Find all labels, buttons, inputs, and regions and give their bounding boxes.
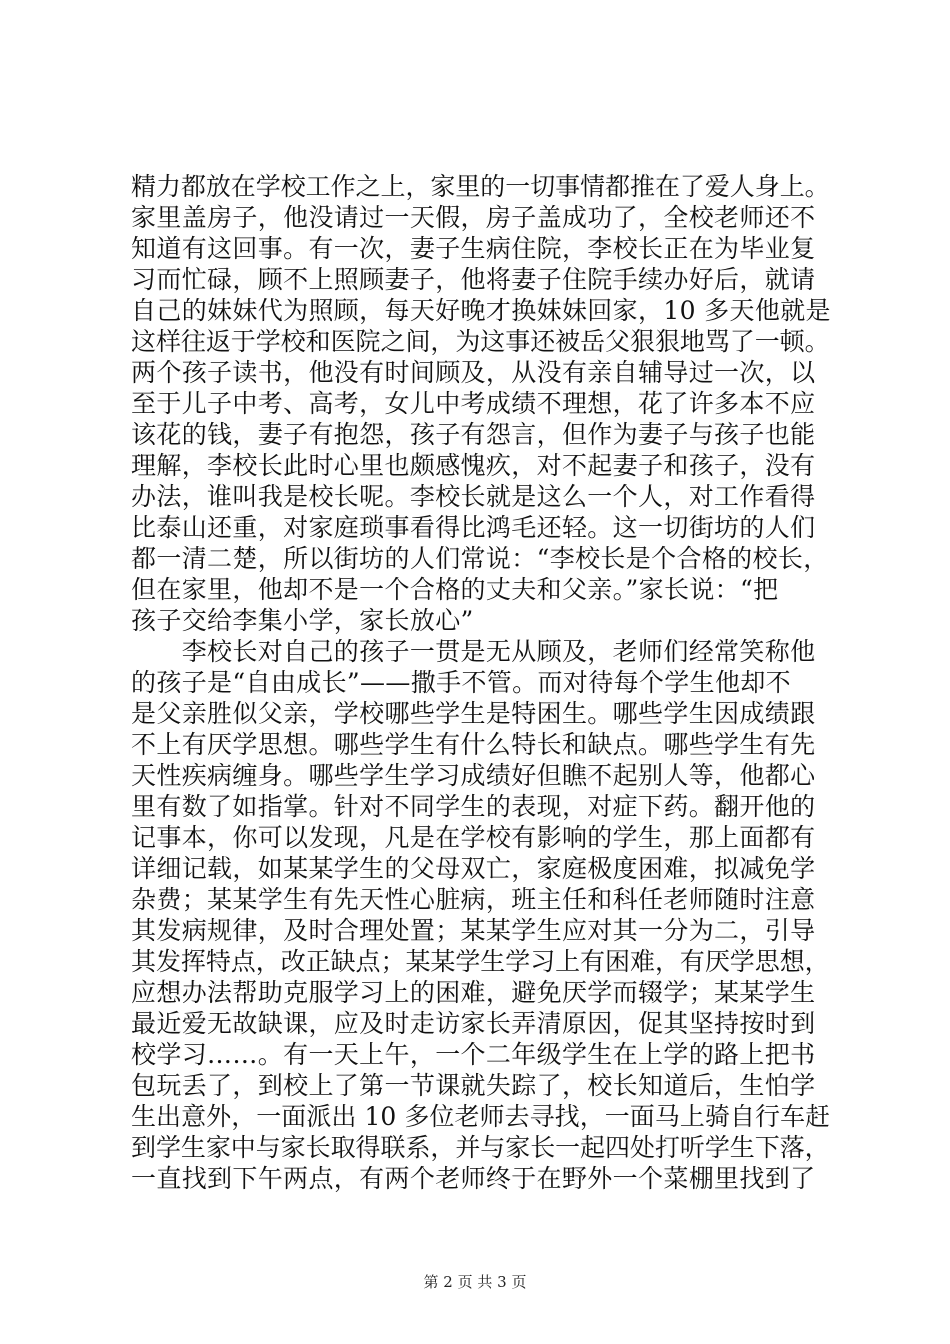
text-line: 校学习……。有一天上午，一个二年级学生在上学的路上把书 xyxy=(131,1040,816,1069)
text-line: 最近爱无故缺课，应及时走访家长弄清原因，促其坚持按时到 xyxy=(131,1009,816,1038)
text-line: 两个孩子读书，他没有时间顾及，从没有亲自辅导过一次，以 xyxy=(131,358,816,387)
page-footer: 第 2 页 共 3 页 xyxy=(423,1273,527,1291)
text-line: 都一清二楚，所以街坊的人们常说：“李校长是个合格的校长， xyxy=(131,544,829,573)
text-line: 但在家里，他却不是一个合格的丈夫和父亲。”家长说：“把 xyxy=(131,575,779,604)
text-line: 是父亲胜似父亲，学校哪些学生是特困生。哪些学生因成绩跟 xyxy=(131,699,816,728)
text-line: 习而忙碌，顾不上照顾妻子，他将妻子住院手续办好后，就请 xyxy=(131,265,816,294)
text-line: 到学生家中与家长取得联系，并与家长一起四处打听学生下落， xyxy=(131,1133,830,1162)
text-line: 李校长对自己的孩子一贯是无从顾及，老师们经常笑称他 xyxy=(131,637,816,666)
text-line: 知道有这回事。有一次，妻子生病住院，李校长正在为毕业复 xyxy=(131,234,816,263)
text-line: 精力都放在学校工作之上，家里的一切事情都推在了爱人身上。 xyxy=(131,172,830,201)
text-line: 办法，谁叫我是校长呢。李校长就是这么一个人，对工作看得 xyxy=(131,482,816,511)
text-line: 比泰山还重，对家庭琐事看得比鸿毛还轻。这一切街坊的人们 xyxy=(131,513,816,542)
text-line: 生出意外，一面派出 10 多位老师去寻找，一面马上骑自行车赶 xyxy=(131,1102,831,1131)
text-line: 家里盖房子，他没请过一天假，房子盖成功了，全校老师还不 xyxy=(131,203,816,232)
text-line: 一直找到下午两点，有两个老师终于在野外一个菜棚里找到了 xyxy=(131,1164,816,1193)
text-line: 详细记载，如某某学生的父母双亡，家庭极度困难，拟减免学 xyxy=(131,854,816,883)
text-line: 孩子交给李集小学，家长放心” xyxy=(131,606,474,635)
text-line: 其发挥特点，改正缺点；某某学生学习上有困难，有厌学思想， xyxy=(131,947,830,976)
body-text xyxy=(131,171,831,1194)
text-line: 应想办法帮助克服学习上的困难，避免厌学而辍学；某某学生 xyxy=(131,978,816,1007)
text-line: 这样往返于学校和医院之间，为这事还被岳父狠狠地骂了一顿。 xyxy=(131,327,830,356)
text-line: 该花的钱，妻子有抱怨，孩子有怨言，但作为妻子与孩子也能 xyxy=(131,420,816,449)
text-line: 不上有厌学思想。哪些学生有什么特长和缺点。哪些学生有先 xyxy=(131,730,816,759)
text-line: 杂费；某某学生有先天性心脏病，班主任和科任老师随时注意 xyxy=(131,885,816,914)
text-line: 记事本，你可以发现，凡是在学校有影响的学生，那上面都有 xyxy=(131,823,816,852)
text-line: 至于儿子中考、高考，女儿中考成绩不理想，花了许多本不应 xyxy=(131,389,816,418)
text-line: 自己的妹妹代为照顾，每天好晚才换妹妹回家，10 多天他就是 xyxy=(131,296,831,325)
text-line: 包玩丢了，到校上了第一节课就失踪了，校长知道后，生怕学 xyxy=(131,1071,816,1100)
text-line: 的孩子是“自由成长”——撒手不管。而对待每个学生他却不 xyxy=(131,668,792,697)
text-line: 里有数了如指掌。针对不同学生的表现，对症下药。翻开他的 xyxy=(131,792,816,821)
text-line: 理解，李校长此时心里也颇感愧疚，对不起妻子和孩子，没有 xyxy=(131,451,816,480)
text-line: 天性疾病缠身。哪些学生学习成绩好但瞧不起别人等，他都心 xyxy=(131,761,816,790)
text-line: 其发病规律，及时合理处置；某某学生应对其一分为二，引导 xyxy=(131,916,816,945)
